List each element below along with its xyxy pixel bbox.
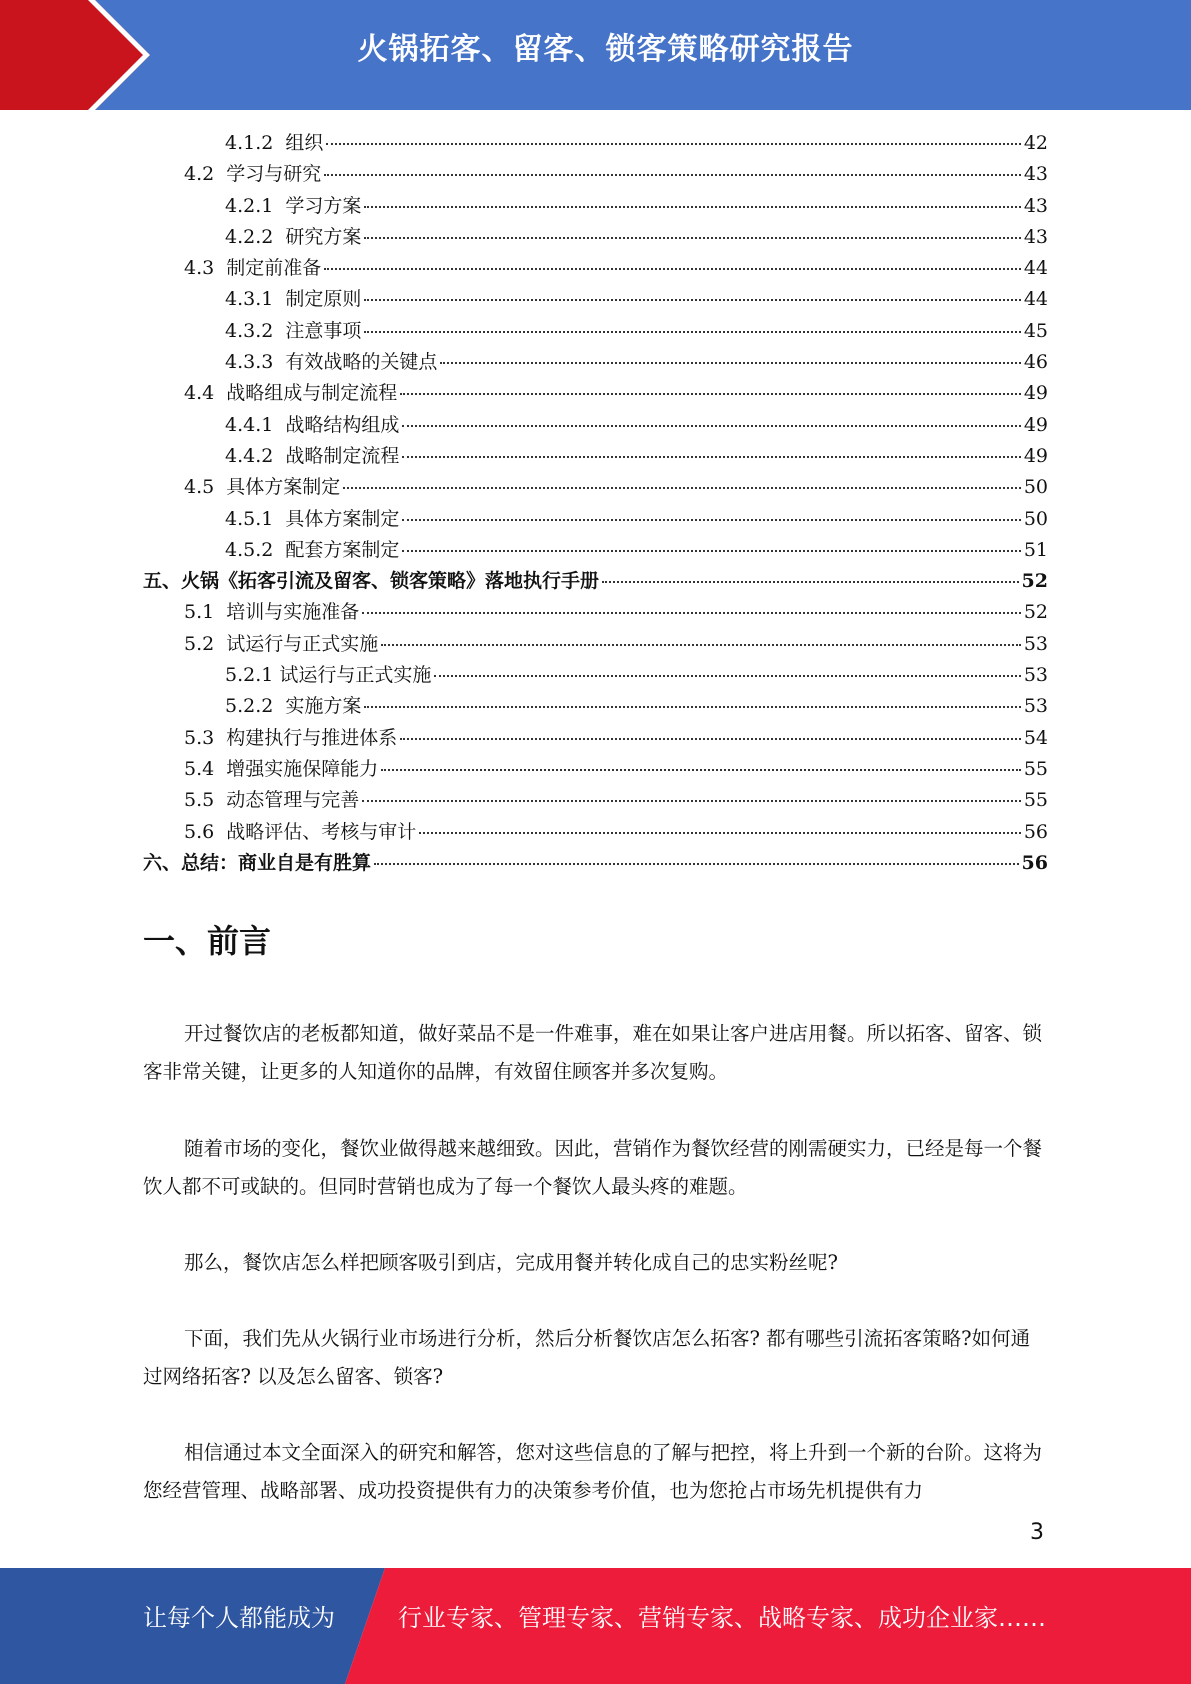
paragraph: 随着市场的变化，餐饮业做得越来越细致。因此，营销作为餐饮经营的刚需硬实力，已经是每一个餐饮人都不可或缺的。但同时营销也成为了每一个餐饮人最头疼的难题。	[143, 1137, 1043, 1198]
toc-entry-label: 4.4.1 战略结构组成	[225, 413, 400, 436]
toc-entry[interactable]	[143, 410, 1048, 441]
toc-entry-page: 50	[1023, 507, 1048, 530]
toc-entry-label: 4.5.2 配套方案制定	[225, 538, 400, 561]
toc-entry[interactable]	[143, 535, 1048, 566]
toc-entry[interactable]	[143, 597, 1048, 628]
toc-entry-label: 4.1.2 组织	[225, 132, 324, 154]
toc-entry[interactable]	[143, 159, 1048, 190]
toc-entry-label: 5.3 构建执行与推进体系	[184, 726, 398, 749]
toc-entry[interactable]	[143, 378, 1048, 409]
toc-entry-label: 4.2.1 学习方案	[225, 194, 362, 217]
toc-dot-leader	[402, 550, 1020, 552]
toc-entry-page: 43	[1023, 194, 1048, 217]
footer-slogan-right: 行业专家、管理专家、营销专家、战略专家、成功企业家……	[398, 1604, 1046, 1632]
toc-entry-label: 5.5 动态管理与完善	[184, 789, 360, 812]
toc-dot-leader	[434, 675, 1020, 677]
toc-entry[interactable]	[143, 629, 1048, 660]
toc-dot-leader	[400, 738, 1021, 740]
toc-entry[interactable]	[143, 222, 1048, 253]
toc-entry[interactable]	[143, 566, 1048, 597]
table-of-contents	[143, 128, 1048, 879]
toc-entry-page: 44	[1023, 257, 1048, 280]
page-header	[0, 0, 1191, 110]
toc-dot-leader	[324, 174, 1021, 176]
toc-entry-page: 51	[1023, 538, 1048, 561]
toc-entry-label: 4.3.2 注意事项	[225, 319, 362, 342]
toc-entry[interactable]	[143, 191, 1048, 222]
header-title: 火锅拓客、留客、锁客策略研究报告	[357, 32, 854, 67]
toc-entry-page: 43	[1023, 163, 1048, 186]
toc-entry-page: 42	[1023, 132, 1048, 154]
toc-entry[interactable]	[143, 691, 1048, 722]
toc-entry-label: 5.2 试运行与正式实施	[184, 632, 379, 655]
toc-entry-label: 4.3.3 有效战略的关键点	[225, 351, 438, 374]
toc-entry[interactable]	[143, 347, 1048, 378]
toc-entry-label: 五、火锅《拓客引流及留客、锁客策略》落地执行手册	[143, 570, 600, 593]
toc-dot-leader	[364, 706, 1020, 708]
toc-entry[interactable]	[143, 128, 1048, 159]
toc-dot-leader	[402, 425, 1020, 427]
toc-entry[interactable]	[143, 660, 1048, 691]
toc-dot-leader	[419, 832, 1021, 834]
toc-entry-label: 4.5 具体方案制定	[184, 476, 341, 499]
paragraph: 相信通过本文全面深入的研究和解答，您对这些信息的了解与把控，将上升到一个新的台阶。这将为您经营管理、战略部署、成功投资提供有力的决策参考价值，也为您抢占市场先机提供有力	[143, 1441, 1043, 1502]
toc-entry-page: 55	[1023, 757, 1048, 780]
toc-entry-page: 55	[1023, 789, 1048, 812]
toc-entry-label: 4.3.1 制定原则	[225, 288, 362, 311]
toc-dot-leader	[324, 268, 1021, 270]
toc-entry[interactable]	[143, 848, 1048, 879]
toc-entry-label: 5.1 培训与实施准备	[184, 601, 360, 624]
toc-entry-label: 4.2 学习与研究	[184, 163, 322, 186]
toc-entry-page: 44	[1023, 288, 1048, 311]
toc-dot-leader	[362, 800, 1021, 802]
toc-entry[interactable]	[143, 504, 1048, 535]
toc-dot-leader	[374, 863, 1019, 865]
paragraph: 那么，餐饮店怎么样把顾客吸引到店，完成用餐并转化成自己的忠实粉丝呢?	[184, 1251, 838, 1274]
toc-entry[interactable]	[143, 284, 1048, 315]
toc-entry-page: 49	[1023, 413, 1048, 436]
toc-entry-page: 56	[1021, 851, 1048, 874]
toc-entry-page: 56	[1023, 820, 1048, 843]
toc-entry-label: 5.6 战略评估、考核与审计	[184, 820, 417, 843]
toc-dot-leader	[364, 206, 1020, 208]
toc-entry-label: 4.4.2 战略制定流程	[225, 444, 400, 467]
toc-dot-leader	[364, 237, 1020, 239]
toc-entry[interactable]	[143, 723, 1048, 754]
toc-entry-label: 4.5.1 具体方案制定	[225, 507, 400, 530]
toc-dot-leader	[602, 581, 1019, 583]
toc-dot-leader	[381, 644, 1021, 646]
toc-entry[interactable]	[143, 785, 1048, 816]
toc-entry-label: 5.2.2 实施方案	[225, 695, 362, 718]
toc-entry-page: 43	[1023, 225, 1048, 248]
toc-entry-label: 4.3 制定前准备	[184, 257, 322, 280]
page-number: 3	[1030, 1520, 1044, 1545]
toc-entry-page: 50	[1023, 476, 1048, 499]
toc-dot-leader	[362, 612, 1021, 614]
toc-entry-label: 六、总结：商业自是有胜算	[143, 851, 372, 874]
toc-entry-label: 5.4 增强实施保障能力	[184, 757, 379, 780]
toc-entry[interactable]	[143, 817, 1048, 848]
paragraph: 下面，我们先从火锅行业市场进行分析，然后分析餐饮店怎么拓客? 都有哪些引流拓客策略?如何通过网络拓客? 以及怎么留客、锁客?	[143, 1327, 1031, 1388]
toc-entry[interactable]	[143, 754, 1048, 785]
toc-entry-label: 5.2.1 试运行与正式实施	[225, 664, 432, 687]
section-heading: 一、前言	[143, 922, 272, 960]
paragraph: 开过餐饮店的老板都知道，做好菜品不是一件难事，难在如果让客户进店用餐。所以拓客、留客、锁客非常关键，让更多的人知道你的品牌，有效留住顾客并多次复购。	[143, 1022, 1043, 1083]
toc-entry-page: 49	[1023, 444, 1048, 467]
toc-dot-leader	[343, 487, 1021, 489]
toc-entry-label: 4.4 战略组成与制定流程	[184, 382, 398, 405]
toc-dot-leader	[440, 362, 1020, 364]
toc-entry-page: 53	[1023, 632, 1048, 655]
toc-entry[interactable]	[143, 253, 1048, 284]
toc-entry-page: 54	[1023, 726, 1048, 749]
toc-entry-label: 4.2.2 研究方案	[225, 225, 362, 248]
toc-entry-page: 52	[1023, 601, 1048, 624]
toc-dot-leader	[402, 456, 1020, 458]
toc-entry-page: 53	[1023, 664, 1048, 687]
toc-dot-leader	[402, 519, 1020, 521]
toc-entry[interactable]	[143, 472, 1048, 503]
page-footer	[0, 1568, 1191, 1684]
toc-dot-leader	[326, 143, 1020, 145]
toc-entry-page: 53	[1023, 695, 1048, 718]
toc-entry-page: 52	[1021, 570, 1048, 593]
toc-entry[interactable]	[143, 316, 1048, 347]
toc-entry-page: 49	[1023, 382, 1048, 405]
toc-dot-leader	[364, 331, 1020, 333]
toc-entry[interactable]	[143, 441, 1048, 472]
toc-dot-leader	[364, 299, 1020, 301]
footer-slogan-left: 让每个人都能成为	[143, 1604, 335, 1632]
toc-entry-page: 45	[1023, 319, 1048, 342]
toc-entry-page: 46	[1023, 351, 1048, 374]
toc-dot-leader	[400, 393, 1021, 395]
toc-dot-leader	[381, 769, 1021, 771]
